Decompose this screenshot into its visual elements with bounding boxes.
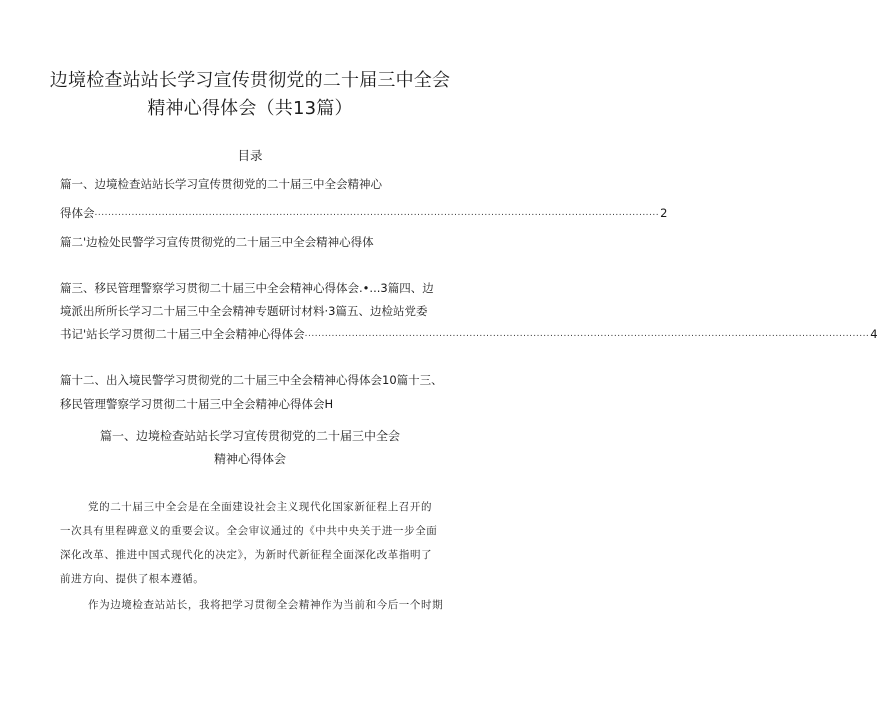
toc-page-number: 4 (870, 327, 878, 341)
toc-entry-5-text: 书记'站长学习贯彻二十届三中全会精神心得体会 (60, 327, 305, 341)
toc-heading: 目录 (237, 148, 263, 163)
document-title-line-2: 精神心得体会（共13篇） (147, 98, 353, 119)
section-title-line-2: 精神心得体会 (213, 452, 286, 466)
body-line-1: 党的二十届三中全会是在全面建设社会主义现代化国家新征程上召开的 (88, 501, 433, 513)
section-title-line-1: 篇一、边境检查站站长学习宣传贯彻党的二十届三中全会 (99, 429, 400, 443)
toc-entry-1-line-2[interactable] (60, 205, 668, 221)
toc-page-number: 2 (660, 206, 668, 220)
toc-entry-1-text: 得体会 (60, 206, 95, 220)
toc-leader-dots: ........................................................................................................................................................................ (94, 208, 660, 218)
toc-entry-3-line-3[interactable] (60, 326, 878, 342)
body-line-4: 前进方向、提供了根本遵循。 (60, 573, 205, 585)
body-line-3: 深化改革、推进中国式现代化的决定》，为新时代新征程全面深化改革指明了 (60, 549, 433, 561)
toc-leader-dots: ........................................................................................................................................................................ (304, 329, 870, 339)
toc-entry-3-line-2[interactable]: 境派出所所长学习二十届三中全会精神专题研讨材料·3篇五、边检站党委 (60, 304, 428, 318)
toc-entry-3-line-1[interactable]: 篇三、移民管理警察学习贯彻二十届三中全会精神心得体会.•...3篇四、边 (60, 281, 434, 295)
toc-entry-12-line-1[interactable]: 篇十二、出入境民警学习贯彻党的二十届三中全会精神心得体会10篇十三、 (60, 373, 443, 387)
body-line-2: 一次具有里程碑意义的重要会议。全会审议通过的《中共中央关于进一步全面 (60, 525, 438, 537)
document-title-line-1: 边境检查站站长学习宣传贯彻党的二十届三中全会 (49, 70, 451, 91)
toc-entry-12-line-2[interactable]: 移民管理警察学习贯彻二十届三中全会精神心得体会H (60, 397, 334, 411)
toc-entry-2[interactable]: 篇二'边检处民警学习宣传贯彻党的二十届三中全会精神心得体 (60, 235, 374, 249)
body-line-5: 作为边境检查站站长，我将把学习贯彻全会精神作为当前和今后一个时期 (88, 599, 444, 611)
toc-entry-1-line-1[interactable]: 篇一、边境检查站站长学习宣传贯彻党的二十届三中全会精神心 (60, 177, 382, 191)
